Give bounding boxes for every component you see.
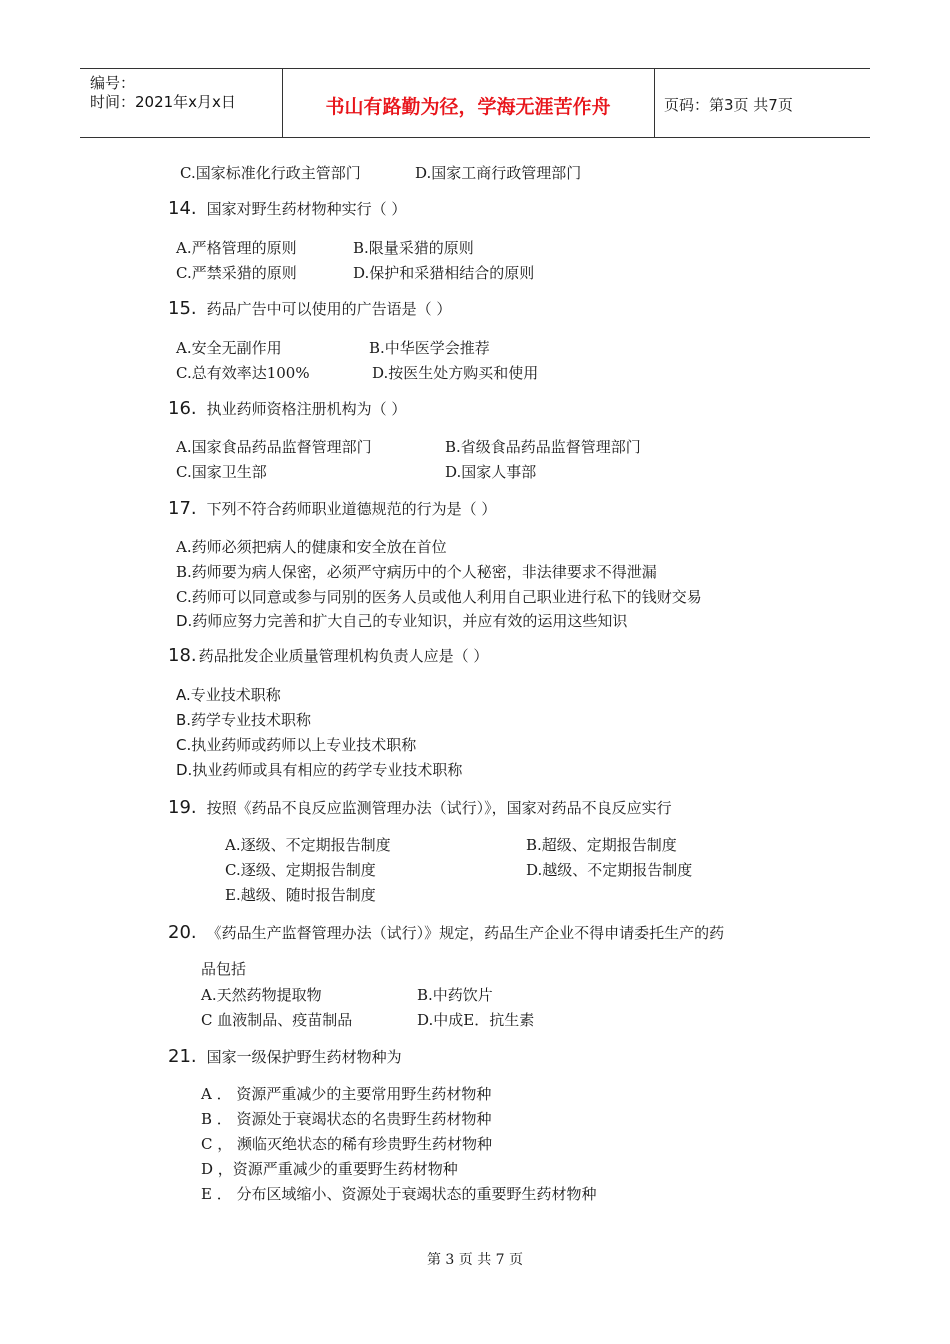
question-text: 药品批发企业质量管理机构负责人应是（ ） [198, 647, 489, 665]
option: B.省级食品药品监督管理部门 [445, 438, 641, 456]
option: B.中药饮片 [417, 986, 493, 1004]
question-16 [168, 398, 406, 419]
page-footer: 第 3 页 共 7 页 [426, 1252, 524, 1268]
option: B.药学专业技术职称 [176, 711, 312, 729]
question-text: 国家一级保护野生药材物种为 [206, 1048, 402, 1066]
question-text: 《药品生产监督管理办法（试行）》规定，药品生产企业不得申请委托生产的药 [206, 924, 725, 942]
option: D.执业药师或具有相应的药学专业技术职称 [176, 761, 463, 779]
option: E ． 分布区域缩小、资源处于衰竭状态的重要野生药材物种 [201, 1185, 597, 1203]
option: D.中成E．抗生素 [417, 1011, 535, 1029]
header-page-cell [654, 69, 870, 137]
option-d: D.国家工商行政管理部门 [415, 164, 582, 182]
option: C.总有效率达100% [176, 364, 310, 382]
option: C.逐级、定期报告制度 [225, 861, 376, 879]
header-meta [80, 69, 283, 137]
option: A.安全无副作用 [176, 339, 282, 357]
option: A.天然药物提取物 [201, 986, 322, 1004]
option: A.国家食品药品监督管理部门 [176, 438, 372, 456]
question-text: 国家对野生药材物种实行（ ） [206, 200, 407, 218]
question-number: 18. [168, 645, 197, 666]
option: A.专业技术职称 [176, 686, 281, 704]
number-label: 编号： [90, 74, 136, 92]
page-label: 页码：第3页 共7页 [664, 96, 793, 114]
question-number: 17. [168, 498, 197, 519]
option: A ． 资源严重减少的主要常用野生药材物种 [201, 1085, 492, 1103]
option: D ，资源严重减少的重要野生药材物种 [201, 1160, 458, 1178]
question-19 [168, 797, 672, 818]
question-number: 20. [168, 922, 197, 943]
question-15 [168, 298, 451, 319]
option: A.逐级、不定期报告制度 [225, 836, 391, 854]
time-label: 时间：2021年x月x日 [90, 93, 236, 111]
page-header [80, 68, 870, 138]
question-number: 15. [168, 298, 197, 319]
question-text: 药品广告中可以使用的广告语是（ ） [206, 300, 452, 318]
option: C.药师可以同意或参与同别的医务人员或他人利用自己职业进行私下的钱财交易 [176, 588, 702, 606]
option: C ， 濒临灭绝状态的稀有珍贵野生药材物种 [201, 1135, 493, 1153]
question-text: 执业药师资格注册机构为（ ） [206, 400, 407, 418]
question-continuation: 品包括 [201, 960, 247, 978]
question-20 [168, 922, 724, 943]
option: A.严格管理的原则 [176, 239, 297, 257]
option: B.限量采猎的原则 [353, 239, 474, 257]
option: B.药师要为病人保密，必须严守病历中的个人秘密，非法律要求不得泄漏 [176, 563, 657, 581]
option: C.严禁采猎的原则 [176, 264, 297, 282]
option: B ． 资源处于衰竭状态的名贵野生药材物种 [201, 1110, 492, 1128]
question-text: 按照《药品不良反应监测管理办法（试行）》，国家对药品不良反应实行 [206, 799, 672, 817]
option: A.药师必须把病人的健康和安全放在首位 [176, 538, 447, 556]
question-18 [168, 645, 488, 666]
motto: 书山有路勤为径，学海无涯苦作舟 [325, 96, 611, 118]
question-text: 下列不符合药师职业道德规范的行为是（ ） [206, 500, 497, 518]
option: D.保护和采猎相结合的原则 [353, 264, 535, 282]
option: E.越级、随时报告制度 [225, 886, 376, 904]
question-number: 14. [168, 198, 197, 219]
option: D.国家人事部 [445, 463, 537, 481]
option: C 血液制品、疫苗制品 [201, 1011, 353, 1029]
option: C.执业药师或药师以上专业技术职称 [176, 736, 417, 754]
option: D.按医生处方购买和使用 [372, 364, 539, 382]
option: D.药师应努力完善和扩大自己的专业知识，并应有效的运用这些知识 [176, 612, 628, 630]
option: C.国家卫生部 [176, 463, 267, 481]
option: D.越级、不定期报告制度 [526, 861, 693, 879]
question-number: 21. [168, 1046, 197, 1067]
question-17 [168, 498, 496, 519]
option: B.中华医学会推荐 [369, 339, 490, 357]
header-motto-cell [282, 69, 655, 137]
question-number: 19. [168, 797, 197, 818]
question-14 [168, 198, 406, 219]
option: B.超级、定期报告制度 [526, 836, 677, 854]
question-21 [168, 1046, 402, 1067]
option-c: C.国家标准化行政主管部门 [180, 164, 361, 182]
question-number: 16. [168, 398, 197, 419]
